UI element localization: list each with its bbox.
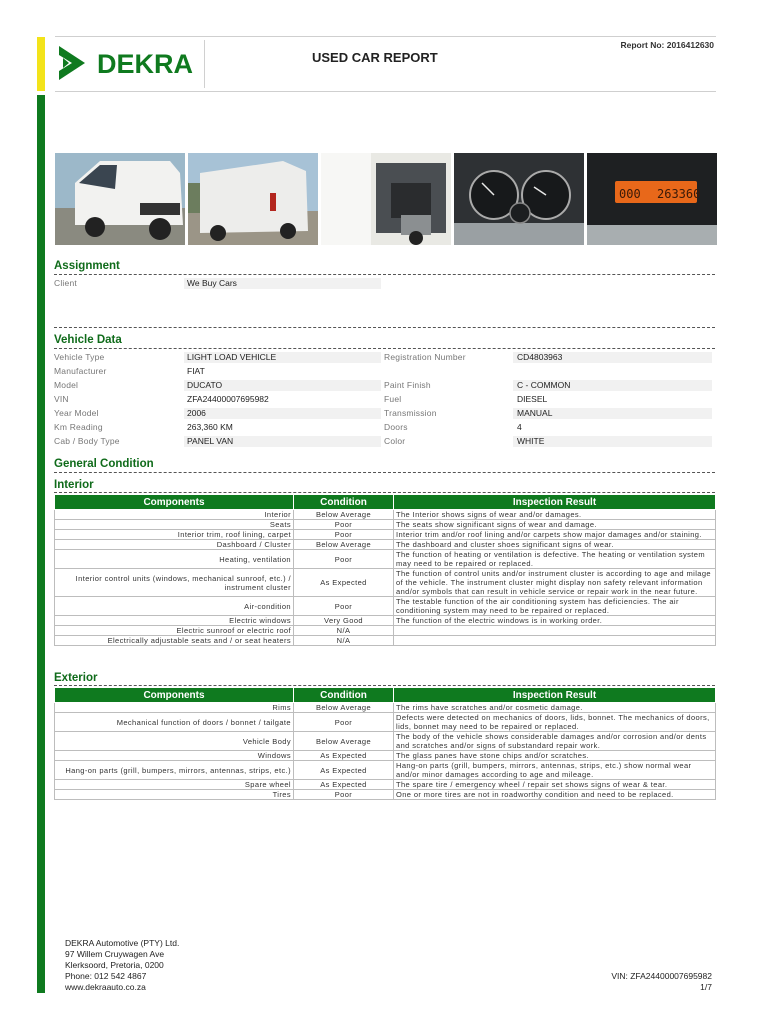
- vehicle-field-label: Model: [54, 380, 79, 390]
- table-cell-result: The seats show significant signs of wear and damage.: [394, 520, 716, 530]
- vehicle-field-label: Paint Finish: [384, 380, 431, 390]
- assignment-section-bottom: [54, 313, 715, 328]
- table-cell-condition: Poor: [294, 790, 394, 800]
- table-cell-component: Mechanical function of doors / bonnet / tailgate: [55, 713, 294, 732]
- exterior-header-components: Components: [55, 688, 294, 703]
- table-row: [55, 790, 716, 800]
- vehicle-field-value: 2006: [187, 408, 206, 418]
- table-cell-result: Hang-on parts (grill, bumpers, mirrors, antennas, strips, etc.) show normal wear and/or minor damages according to age and mileage.: [394, 761, 716, 780]
- svg-text:000: 000: [619, 187, 641, 201]
- table-row: [55, 616, 716, 626]
- vehicle-field-value: ZFA24400007695982: [187, 394, 269, 404]
- table-cell-result: The function of control units and/or instrument cluster is according to age and milage of the vehicle. The instrument cluster might display non safety relevant information and/or symbols that can result in vehicle service or repair work in the near future.: [394, 569, 716, 597]
- vehicle-title: Vehicle Data: [54, 334, 122, 346]
- header-top-rule: [55, 36, 716, 37]
- table-row: [55, 761, 716, 780]
- table-cell-result: The testable function of the air conditioning system has deficiencies. The air conditioning system may need to be repaired or replaced.: [394, 597, 716, 616]
- table-cell-component: Dashboard / Cluster: [55, 540, 294, 550]
- interior-title: Interior: [54, 479, 94, 491]
- vehicle-field-value: 4: [517, 422, 522, 432]
- interior-section-header: [54, 479, 715, 493]
- table-cell-component: Spare wheel: [55, 780, 294, 790]
- dekra-logo-icon: [57, 44, 197, 82]
- table-row: [55, 636, 716, 646]
- vehicle-photo-cluster[interactable]: [454, 153, 584, 245]
- vehicle-field-value: CD4803963: [517, 352, 563, 362]
- footer-meta: [611, 971, 712, 993]
- vehicle-photo-strip: [55, 153, 715, 245]
- table-cell-condition: As Expected: [294, 780, 394, 790]
- vehicle-field-label: Year Model: [54, 408, 99, 418]
- table-cell-condition: As Expected: [294, 751, 394, 761]
- table-cell-condition: As Expected: [294, 761, 394, 780]
- footer-address-line1: 97 Willem Cruywagen Ave: [65, 949, 165, 959]
- table-cell-result: The glass panes have stone chips and/or scratches.: [394, 751, 716, 761]
- table-cell-component: Interior: [55, 510, 294, 520]
- table-row: [55, 550, 716, 569]
- table-row: [55, 569, 716, 597]
- interior-header-components: Components: [55, 495, 294, 510]
- logo-divider: [204, 40, 205, 88]
- table-cell-condition: Very Good: [294, 616, 394, 626]
- vehicle-field-value: DIESEL: [517, 394, 548, 404]
- table-cell-component: Rims: [55, 703, 294, 713]
- table-row: [55, 703, 716, 713]
- table-cell-result: Interior trim and/or roof lining and/or carpets show major damages and/or staining.: [394, 530, 716, 540]
- vehicle-photo-rear[interactable]: [188, 153, 318, 245]
- vehicle-field-label: Doors: [384, 422, 408, 432]
- general-condition-title: General Condition: [54, 458, 154, 470]
- client-value: We Buy Cars: [187, 278, 237, 288]
- vehicle-field-label: Transmission: [384, 408, 437, 418]
- table-row: [55, 713, 716, 732]
- table-row: [55, 626, 716, 636]
- exterior-header-result: Inspection Result: [394, 688, 716, 703]
- table-cell-component: Electric windows: [55, 616, 294, 626]
- table-cell-result: The Interior shows signs of wear and/or damages.: [394, 510, 716, 520]
- table-row: [55, 540, 716, 550]
- vehicle-field-value: MANUAL: [517, 408, 553, 418]
- table-row: [55, 780, 716, 790]
- table-cell-result: The body of the vehicle shows considerable damages and/or corrosion and/or dents and scratches and/or signs of substandard repair work.: [394, 732, 716, 751]
- vehicle-field-value: DUCATO: [187, 380, 223, 390]
- footer-website[interactable]: www.dekraauto.co.za: [65, 982, 146, 992]
- table-cell-condition: As Expected: [294, 569, 394, 597]
- table-cell-result: Defects were detected on mechanics of doors, lids, bonnet. The mechanics of doors, lids, bonnet may need to be repaired or replaced.: [394, 713, 716, 732]
- table-cell-condition: Below Average: [294, 703, 394, 713]
- footer-phone: Phone: 012 542 4867: [65, 971, 147, 981]
- interior-table: [54, 494, 716, 646]
- table-cell-component: Windows: [55, 751, 294, 761]
- table-cell-component: Air-condition: [55, 597, 294, 616]
- vehicle-field-value: WHITE: [517, 436, 545, 446]
- assignment-section-header: [54, 260, 715, 275]
- vehicle-field-value: LIGHT LOAD VEHICLE: [187, 352, 277, 362]
- table-cell-result: [394, 636, 716, 646]
- vehicle-photo-odometer[interactable]: [587, 153, 717, 245]
- report-title: USED CAR REPORT: [312, 50, 438, 65]
- table-cell-result: The spare tire / emergency wheel / repair set shows signs of wear & tear.: [394, 780, 716, 790]
- table-cell-result: One or more tires are not in roadworthy condition and need to be replaced.: [394, 790, 716, 800]
- table-cell-component: Electrically adjustable seats and / or seat heaters: [55, 636, 294, 646]
- table-cell-condition: Poor: [294, 713, 394, 732]
- table-row: [55, 751, 716, 761]
- vehicle-field-value: 263,360 KM: [187, 422, 233, 432]
- table-row: [55, 732, 716, 751]
- table-cell-result: The function of heating or ventilation is defective. The heating or ventilation system may need to be repaired or replaced.: [394, 550, 716, 569]
- table-cell-result: The function of the electric windows is in working order.: [394, 616, 716, 626]
- table-cell-condition: Poor: [294, 597, 394, 616]
- exterior-header-condition: Condition: [294, 688, 394, 703]
- report-number: Report No: 2016412630: [620, 40, 714, 50]
- svg-text:263360: 263360: [657, 187, 701, 201]
- table-cell-condition: N/A: [294, 636, 394, 646]
- vehicle-field-value: FIAT: [187, 366, 205, 376]
- table-cell-condition: Poor: [294, 530, 394, 540]
- vehicle-field-label: Registration Number: [384, 352, 466, 362]
- general-condition-header: [54, 458, 715, 473]
- exterior-table: [54, 687, 716, 800]
- dekra-logo-text: DEKRA: [97, 49, 194, 79]
- table-cell-condition: Poor: [294, 550, 394, 569]
- interior-table-header: [55, 495, 716, 510]
- table-cell-component: Interior trim, roof lining, carpet: [55, 530, 294, 540]
- footer-vin: VIN: ZFA24400007695982: [611, 971, 712, 981]
- table-cell-result: [394, 626, 716, 636]
- exterior-table-header: [55, 688, 716, 703]
- table-cell-condition: Below Average: [294, 732, 394, 751]
- table-row: [55, 510, 716, 520]
- accent-bar-yellow: [37, 37, 45, 91]
- table-cell-result: The rims have scratches and/or cosmetic damage.: [394, 703, 716, 713]
- table-cell-component: Vehicle Body: [55, 732, 294, 751]
- footer-address-line2: Klerksoord, Pretoria, 0200: [65, 960, 164, 970]
- table-cell-condition: Poor: [294, 520, 394, 530]
- interior-header-condition: Condition: [294, 495, 394, 510]
- table-cell-component: Heating, ventilation: [55, 550, 294, 569]
- header-bottom-rule: [55, 91, 716, 92]
- vehicle-field-value: C - COMMON: [517, 380, 571, 390]
- vehicle-photo-cab[interactable]: [321, 153, 451, 245]
- vehicle-section-header: [54, 334, 715, 349]
- table-cell-condition: N/A: [294, 626, 394, 636]
- interior-header-result: Inspection Result: [394, 495, 716, 510]
- vehicle-field-label: Vehicle Type: [54, 352, 105, 362]
- table-cell-component: Hang-on parts (grill, bumpers, mirrors, antennas, strips, etc.): [55, 761, 294, 780]
- vehicle-field-label: Km Reading: [54, 422, 103, 432]
- accent-bar-green: [37, 95, 45, 993]
- exterior-title: Exterior: [54, 672, 98, 684]
- vehicle-field-label: Manufacturer: [54, 366, 107, 376]
- vehicle-field-label: Color: [384, 436, 406, 446]
- vehicle-field-label: Cab / Body Type: [54, 436, 120, 446]
- vehicle-field-label: VIN: [54, 394, 69, 404]
- vehicle-field-label: Fuel: [384, 394, 402, 404]
- table-cell-component: Tires: [55, 790, 294, 800]
- table-cell-component: Electric sunroof or electric roof: [55, 626, 294, 636]
- table-row: [55, 597, 716, 616]
- table-cell-condition: Below Average: [294, 510, 394, 520]
- table-row: [55, 520, 716, 530]
- footer-company: DEKRA Automotive (PTY) Ltd.: [65, 938, 180, 948]
- table-row: [55, 530, 716, 540]
- table-cell-component: Seats: [55, 520, 294, 530]
- assignment-title: Assignment: [54, 260, 120, 272]
- vehicle-field-value: PANEL VAN: [187, 436, 234, 446]
- vehicle-left-value-bg: [184, 408, 381, 419]
- table-cell-result: The dashboard and cluster shoes significant signs of wear.: [394, 540, 716, 550]
- client-label: Client: [54, 278, 77, 288]
- dekra-logo: [57, 44, 197, 82]
- footer-address: [65, 938, 179, 993]
- exterior-section-header: [54, 672, 715, 686]
- table-cell-condition: Below Average: [294, 540, 394, 550]
- footer-page-number: 1/7: [700, 982, 712, 992]
- table-cell-component: Interior control units (windows, mechanical sunroof, etc.) / instrument cluster: [55, 569, 294, 597]
- vehicle-photo-front[interactable]: [55, 153, 185, 245]
